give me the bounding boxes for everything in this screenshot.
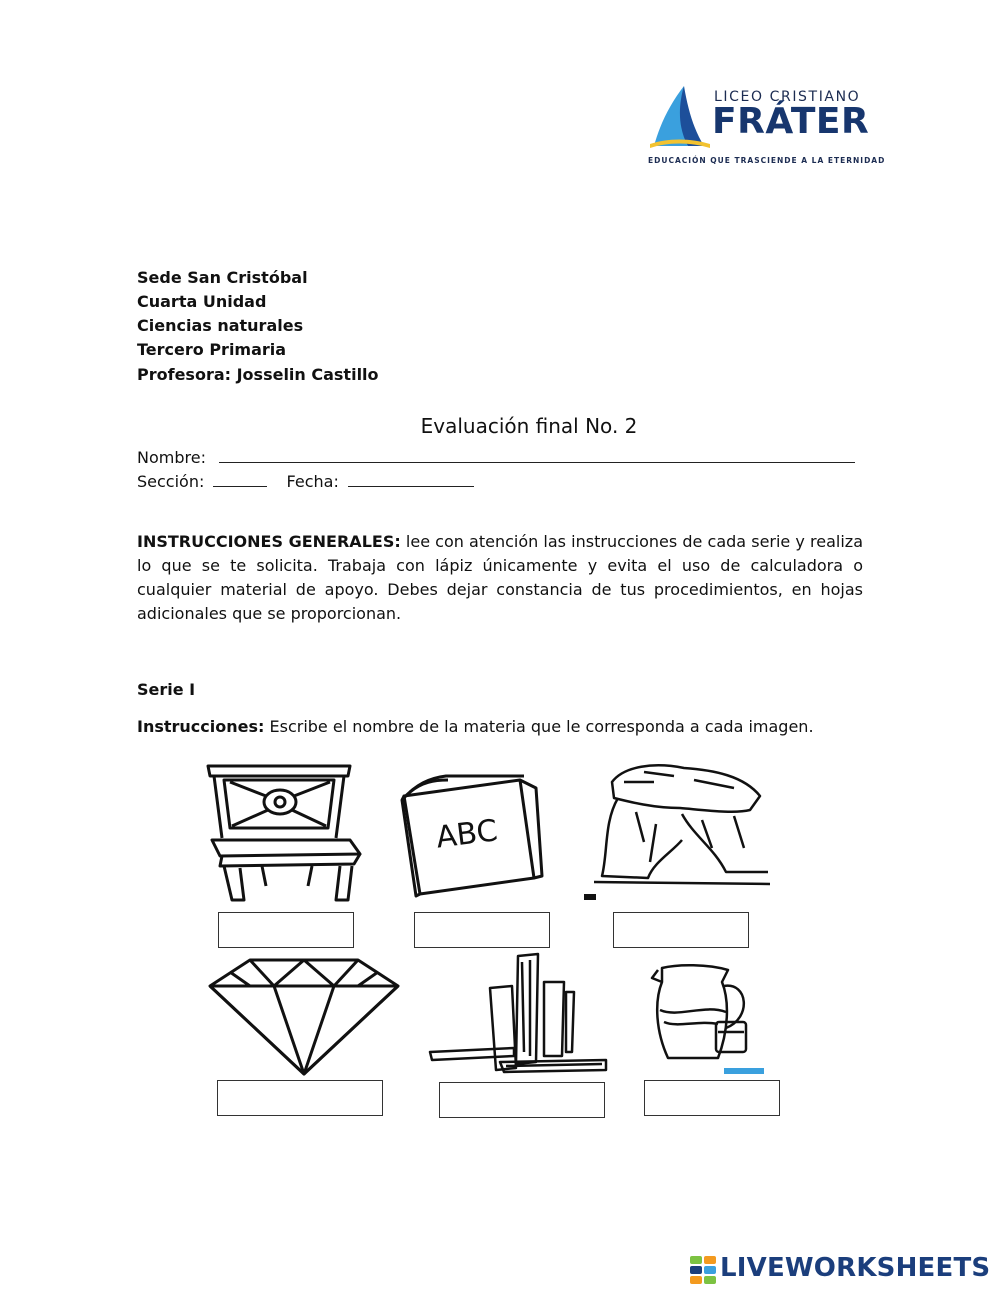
header-materia: Ciencias naturales <box>137 316 304 335</box>
header-sede: Sede San Cristóbal <box>137 268 308 287</box>
answer-box-2[interactable] <box>414 912 550 948</box>
diamond-icon <box>206 956 402 1078</box>
answer-box-4[interactable] <box>217 1080 383 1116</box>
answer-box-3[interactable] <box>613 912 749 948</box>
rock-icon <box>584 752 774 902</box>
nombre-row <box>137 446 855 469</box>
general-instructions-text: lee con atención las instrucciones de cada serie y realiza lo que se te solicita. Trabaja con lápiz únicamente y evita el uso de calculadora o cualquier material de apoyo. Debes dejar constancia de tus procedimientos, en hojas adicionales que se proporcionan. <box>137 532 864 623</box>
nombre-field[interactable] <box>219 446 855 463</box>
serie-instructions <box>137 717 814 736</box>
liveworksheets-brand <box>690 1250 990 1286</box>
header-grado: Tercero Primaria <box>137 340 287 359</box>
logo-tagline: EDUCACIÓN QUE TRASCIENDE A LA ETERNIDAD <box>648 156 886 165</box>
sail-logo-icon <box>648 84 712 152</box>
wood-planks-icon <box>426 952 610 1076</box>
liveworksheets-logo-icon <box>690 1256 716 1284</box>
chair-icon <box>200 758 370 906</box>
seccion-field[interactable] <box>213 470 267 487</box>
seccion-label: Sección: <box>137 472 205 491</box>
page-title: Evaluación final No. 2 <box>420 414 638 438</box>
water-pitcher-icon <box>648 962 764 1074</box>
answer-box-1[interactable] <box>218 912 354 948</box>
answer-box-6[interactable] <box>644 1080 780 1116</box>
logo-line1: LICEO CRISTIANO <box>714 89 861 105</box>
logo-line2: FRÁTER <box>712 101 870 142</box>
fecha-label: Fecha: <box>286 472 339 491</box>
book-text: ABC <box>434 813 500 856</box>
general-instructions-label: INSTRUCCIONES GENERALES: <box>137 532 401 551</box>
serie-instructions-text: Escribe el nombre de la materia que le corresponda a cada imagen. <box>269 717 814 736</box>
book-icon <box>396 774 544 902</box>
serie-title: Serie I <box>137 680 196 699</box>
general-instructions <box>137 530 863 626</box>
serie-instructions-label: Instrucciones: <box>137 717 265 736</box>
header-unidad: Cuarta Unidad <box>137 292 267 311</box>
answer-box-5[interactable] <box>439 1082 605 1118</box>
fecha-field[interactable] <box>348 470 474 487</box>
liveworksheets-text: LIVEWORKSHEETS <box>720 1253 991 1283</box>
header-profesora: Profesora: Josselin Castillo <box>137 365 379 384</box>
school-logo <box>648 84 888 170</box>
nombre-label: Nombre: <box>137 448 206 467</box>
seccion-fecha-row <box>137 470 474 493</box>
